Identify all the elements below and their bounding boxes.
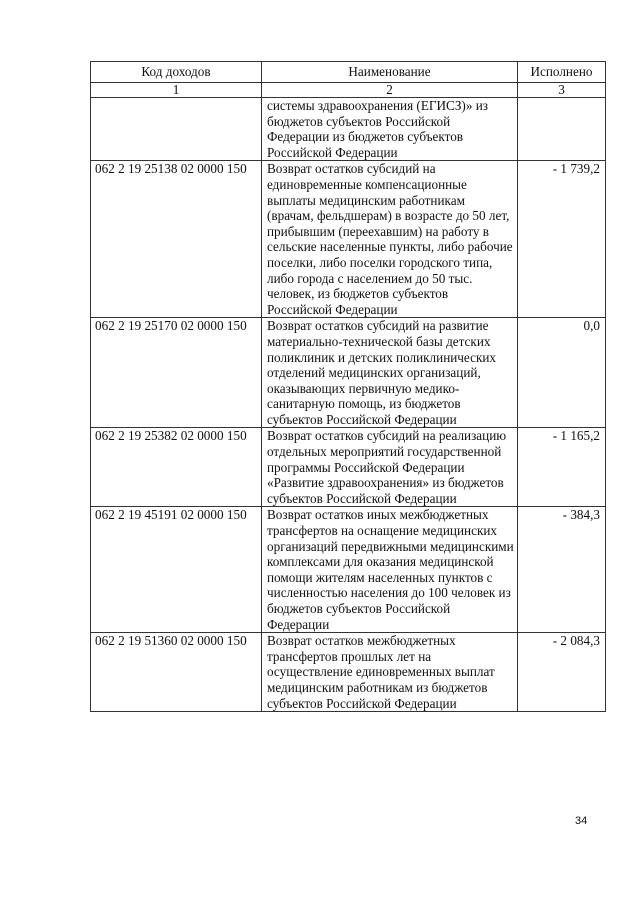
revenue-code: 062 2 19 51360 02 0000 150 <box>91 633 262 712</box>
revenue-code <box>91 98 262 161</box>
executed-amount: - 384,3 <box>518 507 606 633</box>
revenue-code: 062 2 19 25170 02 0000 150 <box>91 318 262 428</box>
table-row <box>91 98 606 161</box>
table-header-row <box>91 62 606 83</box>
revenue-name: Возврат остатков межбюджетных трансфертов прошлых лет на осуществление единовременных выплат медицинским работникам из бюджетов субъектов Российской Федерации <box>262 633 518 712</box>
column-number-3: 3 <box>518 83 606 98</box>
table-row <box>91 507 606 633</box>
table-row <box>91 318 606 428</box>
table-row <box>91 633 606 712</box>
column-number-row <box>91 83 606 98</box>
column-header-code: Код доходов <box>91 62 262 83</box>
revenue-name: Возврат остатков субсидий на единовременные компенсационные выплаты медицинским работникам (врачам, фельдшерам) в возрасте до 50 лет, прибывшим (переехавшим) на работу в сельские населенные пункты, либо рабочие поселки, либо поселки городского типа, либо города с населением до 50 тыс. человек, из бюджетов субъектов Российской Федерации <box>262 161 518 318</box>
revenue-name: Возврат остатков иных межбюджетных трансфертов на оснащение медицинских организаций передвижными медицинскими комплексами для оказания медицинской помощи жителям населенных пунктов с численностью населения до 100 человек из бюджетов субъектов Российской Федерации <box>262 507 518 633</box>
revenue-code: 062 2 19 25138 02 0000 150 <box>91 161 262 318</box>
page-number: 34 <box>575 815 588 827</box>
revenue-name: Возврат остатков субсидий на реализацию отдельных мероприятий государственной программы Российской Федерации «Развитие здравоохранения» из бюджетов субъектов Российской Федерации <box>262 428 518 507</box>
column-number-2: 2 <box>262 83 518 98</box>
executed-amount: - 2 084,3 <box>518 633 606 712</box>
executed-amount: - 1 739,2 <box>518 161 606 318</box>
column-number-1: 1 <box>91 83 262 98</box>
revenue-code: 062 2 19 45191 02 0000 150 <box>91 507 262 633</box>
column-header-name: Наименование <box>262 62 518 83</box>
executed-amount <box>518 98 606 161</box>
column-header-executed: Исполнено <box>518 62 606 83</box>
table-row <box>91 428 606 507</box>
executed-amount: 0,0 <box>518 318 606 428</box>
executed-amount: - 1 165,2 <box>518 428 606 507</box>
table-row <box>91 161 606 318</box>
revenue-name: Возврат остатков субсидий на развитие материально-технической базы детских поликлиник и детских поликлинических отделений медицинских организаций, оказывающих первичную медико-санитарную помощь, из бюджетов субъектов Российской Федерации <box>262 318 518 428</box>
revenue-code: 062 2 19 25382 02 0000 150 <box>91 428 262 507</box>
revenue-table <box>90 61 606 712</box>
revenue-name: системы здравоохранения (ЕГИСЗ)» из бюджетов субъектов Российской Федерации из бюджетов субъектов Российской Федерации <box>262 98 518 161</box>
